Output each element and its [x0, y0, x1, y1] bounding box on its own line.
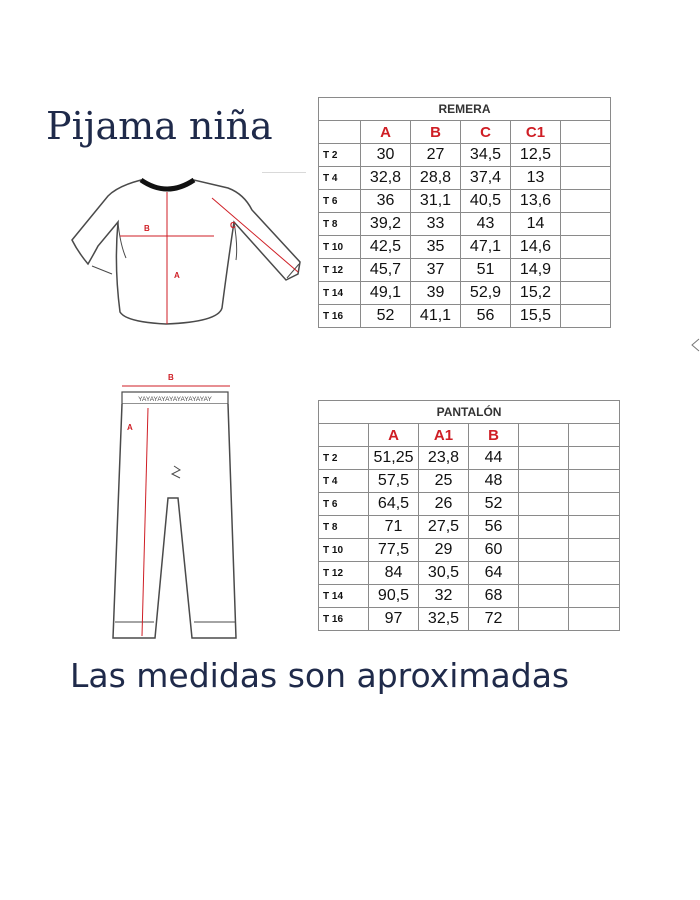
empty-cell	[561, 144, 611, 167]
table-cell: 51	[461, 259, 511, 282]
table-cell: 57,5	[369, 470, 419, 493]
table-row	[319, 144, 611, 167]
table-cell: 15,2	[511, 282, 561, 305]
table-cell: 30	[361, 144, 411, 167]
col-header-c: C	[461, 121, 511, 144]
table-row	[319, 470, 620, 493]
size-label: T 14	[319, 585, 369, 608]
table-cell: 14,9	[511, 259, 561, 282]
table-cell: 34,5	[461, 144, 511, 167]
table-row	[319, 493, 620, 516]
shirt-label-b: B	[144, 224, 150, 233]
empty-cell	[561, 259, 611, 282]
pants-label-b: B	[168, 373, 174, 382]
table-row	[319, 608, 620, 631]
table-cell: 68	[469, 585, 519, 608]
size-label: T 6	[319, 493, 369, 516]
size-label: T 16	[319, 305, 361, 328]
table-row	[319, 562, 620, 585]
empty-cell	[569, 608, 620, 631]
pants-diagram	[108, 370, 248, 642]
table-cell: 12,5	[511, 144, 561, 167]
waistband-pattern: YAYAYAYAYAYAYAYAYAY	[138, 396, 212, 403]
empty-cell	[561, 190, 611, 213]
empty-cell	[569, 585, 620, 608]
table-cell: 71	[369, 516, 419, 539]
table-cell: 15,5	[511, 305, 561, 328]
table-cell: 28,8	[411, 167, 461, 190]
table-cell: 64	[469, 562, 519, 585]
table-cell: 90,5	[369, 585, 419, 608]
size-label: T 10	[319, 236, 361, 259]
table-cell: 47,1	[461, 236, 511, 259]
empty-cell	[519, 608, 569, 631]
shirt-diagram	[66, 170, 306, 340]
table-caption-row	[319, 98, 611, 121]
table-cell: 39	[411, 282, 461, 305]
table-row	[319, 213, 611, 236]
table-cell: 42,5	[361, 236, 411, 259]
size-label: T 8	[319, 516, 369, 539]
table-cell: 13	[511, 167, 561, 190]
empty-cell	[569, 539, 620, 562]
table-cell: 43	[461, 213, 511, 236]
table-row	[319, 190, 611, 213]
col-header-b: B	[411, 121, 461, 144]
measurements-note: Las medidas son aproximadas	[70, 656, 570, 695]
size-label: T 6	[319, 190, 361, 213]
table-cell: 14	[511, 213, 561, 236]
table-cell: 52	[469, 493, 519, 516]
empty-cell	[569, 516, 620, 539]
empty-cell	[519, 447, 569, 470]
table-cell: 64,5	[369, 493, 419, 516]
empty-header-cell	[569, 424, 620, 447]
table-cell: 35	[411, 236, 461, 259]
size-label: T 10	[319, 539, 369, 562]
table-cell: 26	[419, 493, 469, 516]
empty-cell	[569, 447, 620, 470]
empty-cell	[561, 282, 611, 305]
col-header-c1: C1	[511, 121, 561, 144]
empty-header-cell	[561, 121, 611, 144]
table-cell: 97	[369, 608, 419, 631]
col-header-b: B	[469, 424, 519, 447]
table-cell: 56	[461, 305, 511, 328]
size-label: T 12	[319, 259, 361, 282]
empty-cell	[569, 493, 620, 516]
table-cell: 25	[419, 470, 469, 493]
empty-cell	[519, 562, 569, 585]
table-cell: 49,1	[361, 282, 411, 305]
table-header-row	[319, 121, 611, 144]
table-cell: 37,4	[461, 167, 511, 190]
page-title: Pijama niña	[46, 104, 273, 148]
empty-cell	[561, 167, 611, 190]
size-label: T 8	[319, 213, 361, 236]
table-cell: 39,2	[361, 213, 411, 236]
table-cell: 14,6	[511, 236, 561, 259]
table-cell: 23,8	[419, 447, 469, 470]
empty-cell	[561, 213, 611, 236]
corner-cell	[319, 424, 369, 447]
table-cell: 36	[361, 190, 411, 213]
table-cell: 44	[469, 447, 519, 470]
remera-size-table	[318, 97, 611, 328]
empty-cell	[561, 305, 611, 328]
table-row	[319, 167, 611, 190]
table-cell: 13,6	[511, 190, 561, 213]
table-row	[319, 539, 620, 562]
empty-cell	[519, 585, 569, 608]
size-label: T 16	[319, 608, 369, 631]
table-cell: 45,7	[361, 259, 411, 282]
shirt-label-c: C	[230, 221, 236, 230]
empty-cell	[519, 493, 569, 516]
table-row	[319, 585, 620, 608]
table-cell: 32,8	[361, 167, 411, 190]
size-label: T 2	[319, 144, 361, 167]
table-cell: 32,5	[419, 608, 469, 631]
empty-header-cell	[519, 424, 569, 447]
empty-cell	[569, 470, 620, 493]
pants-label-a: A	[127, 423, 133, 432]
empty-cell	[561, 236, 611, 259]
table-cell: 84	[369, 562, 419, 585]
empty-cell	[519, 516, 569, 539]
chevron-left-icon[interactable]	[690, 338, 700, 352]
col-header-a: A	[361, 121, 411, 144]
empty-cell	[569, 562, 620, 585]
table-cell: 72	[469, 608, 519, 631]
table-cell: 27,5	[419, 516, 469, 539]
table-cell: 77,5	[369, 539, 419, 562]
col-header-a1: A1	[419, 424, 469, 447]
pantalon-size-table	[318, 400, 620, 631]
table-cell: 31,1	[411, 190, 461, 213]
table-cell: 29	[419, 539, 469, 562]
table-row	[319, 259, 611, 282]
table-cell: 56	[469, 516, 519, 539]
table-cell: 60	[469, 539, 519, 562]
empty-cell	[519, 539, 569, 562]
table-row	[319, 516, 620, 539]
table-cell: 51,25	[369, 447, 419, 470]
size-label: T 2	[319, 447, 369, 470]
table-cell: 40,5	[461, 190, 511, 213]
size-label: T 14	[319, 282, 361, 305]
empty-cell	[519, 470, 569, 493]
shirt-label-a: A	[174, 271, 180, 280]
table-row	[319, 305, 611, 328]
table-cell: 37	[411, 259, 461, 282]
table-cell: 41,1	[411, 305, 461, 328]
table-cell: 48	[469, 470, 519, 493]
size-label: T 12	[319, 562, 369, 585]
col-header-a: A	[369, 424, 419, 447]
table-row	[319, 447, 620, 470]
table-header-row	[319, 424, 620, 447]
corner-cell	[319, 121, 361, 144]
table-cell: 52,9	[461, 282, 511, 305]
table-cell: 32	[419, 585, 469, 608]
size-label: T 4	[319, 470, 369, 493]
remera-caption: REMERA	[319, 98, 611, 121]
table-cell: 33	[411, 213, 461, 236]
table-cell: 27	[411, 144, 461, 167]
table-cell: 30,5	[419, 562, 469, 585]
table-row	[319, 282, 611, 305]
table-row	[319, 236, 611, 259]
table-cell: 52	[361, 305, 411, 328]
pantalon-caption: PANTALÓN	[319, 401, 620, 424]
table-caption-row	[319, 401, 620, 424]
size-label: T 4	[319, 167, 361, 190]
